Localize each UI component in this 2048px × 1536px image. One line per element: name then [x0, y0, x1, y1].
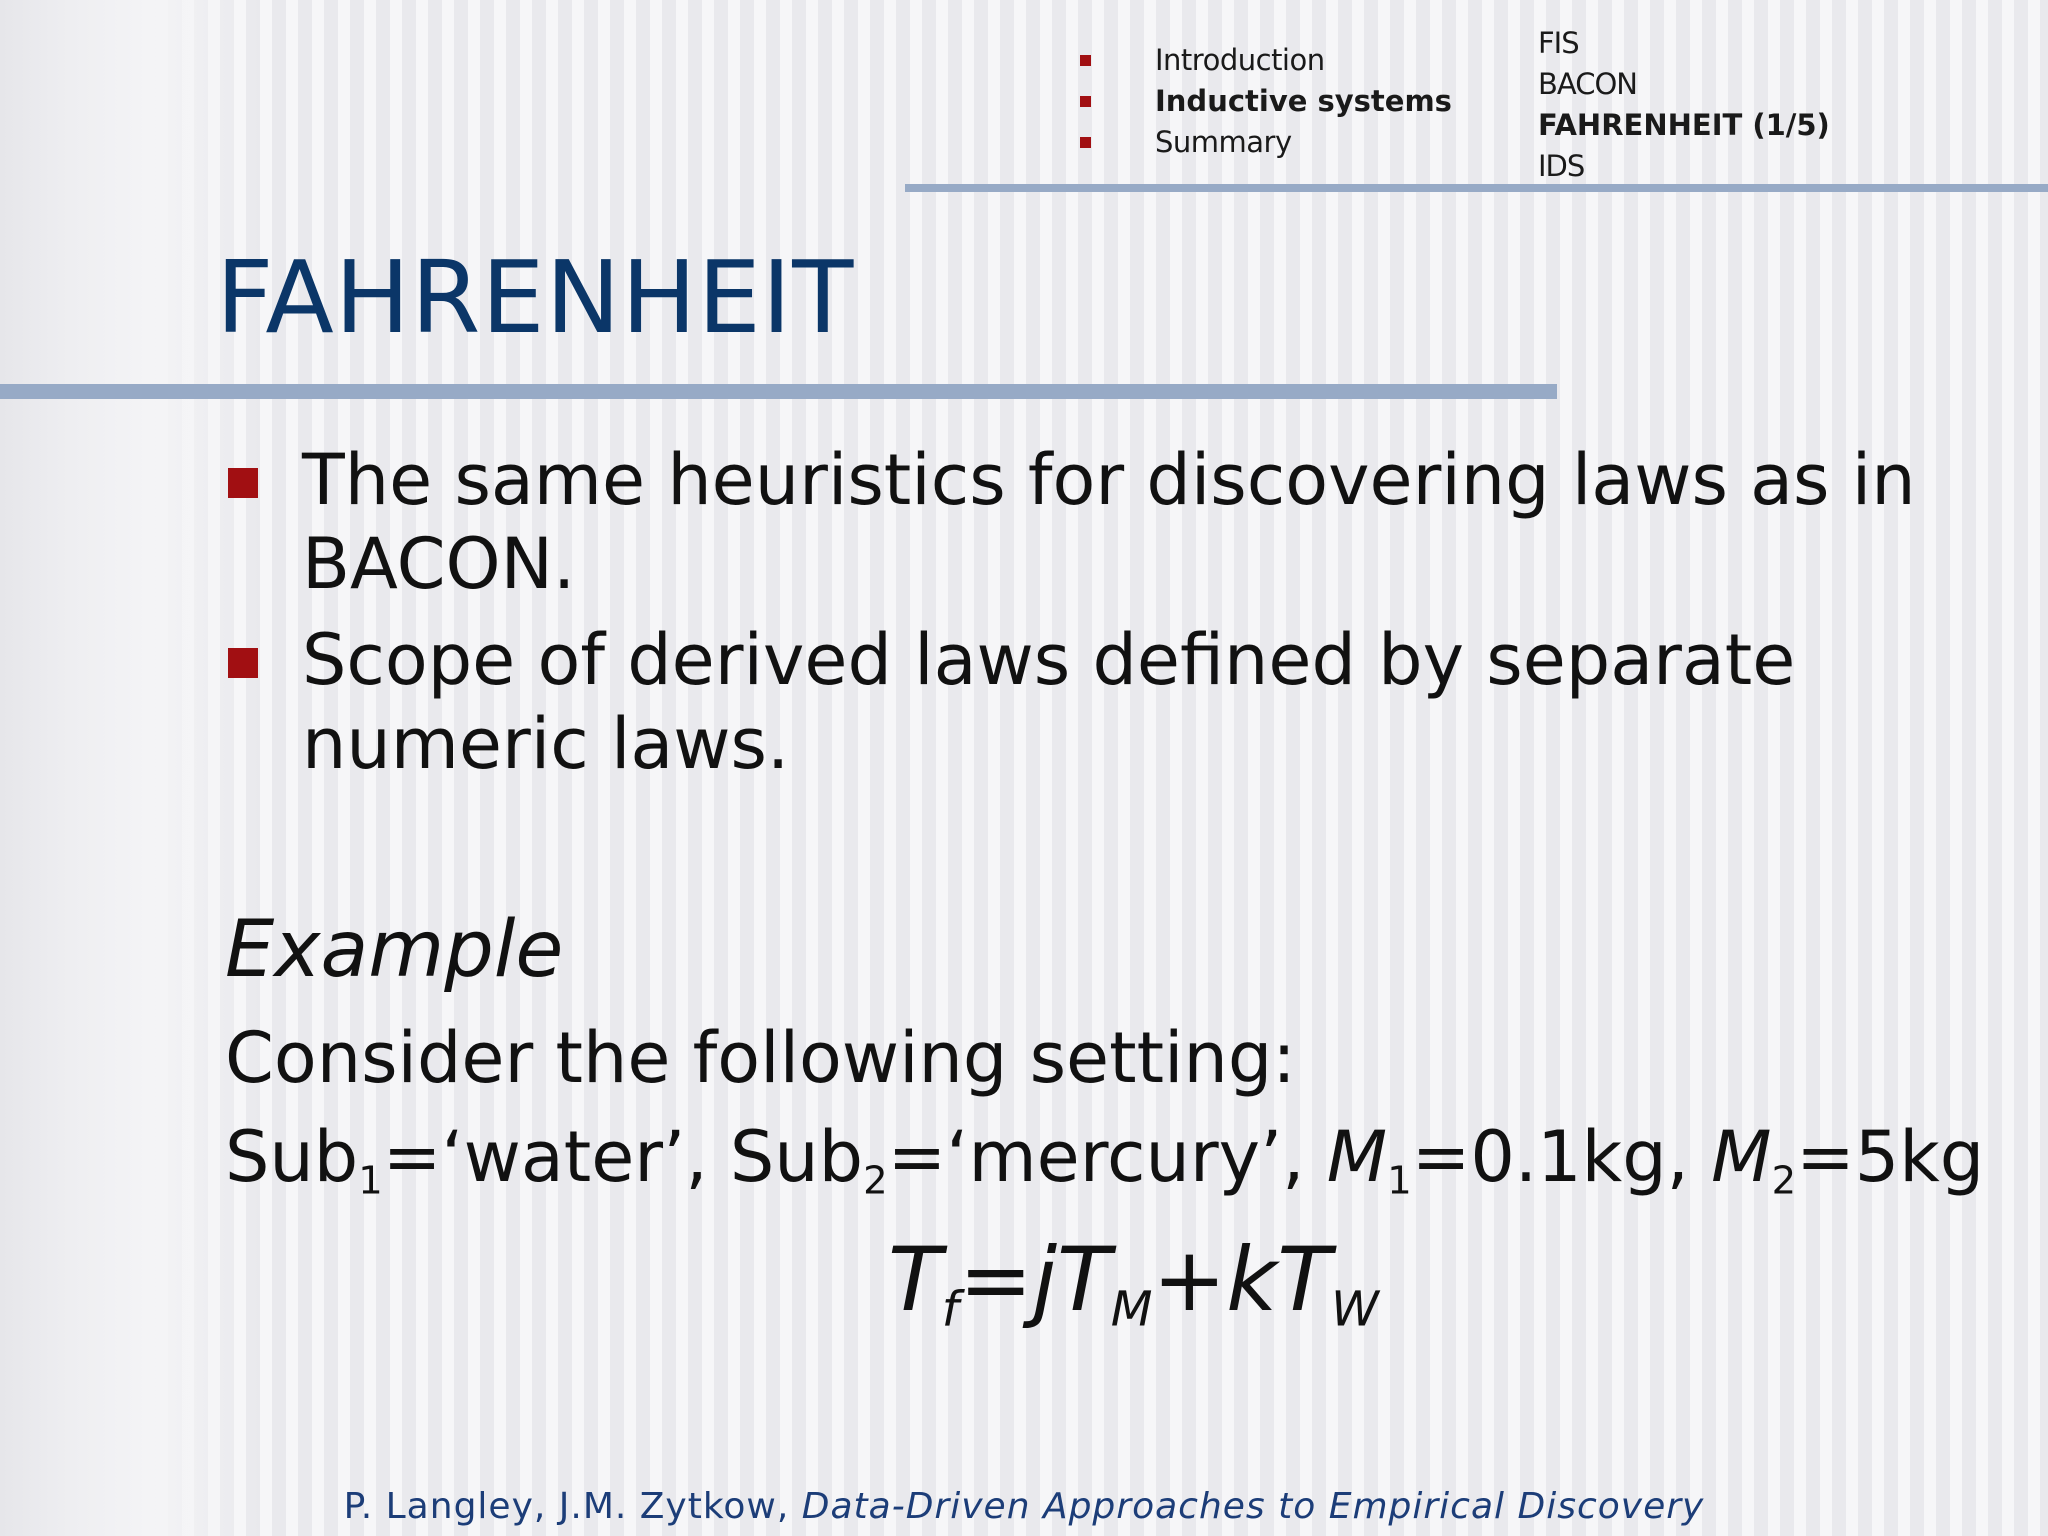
nav-section-label: Summary — [1155, 125, 1292, 159]
nav-section-introduction[interactable] — [1075, 40, 1452, 81]
setting-variable: M — [1711, 1116, 1772, 1198]
formula — [888, 1225, 1379, 1338]
title-divider — [0, 384, 1557, 399]
bullet-square-icon — [228, 468, 258, 498]
formula-term: T — [888, 1228, 942, 1331]
nav-section-label: Introduction — [1155, 43, 1325, 77]
bullet-item — [228, 438, 2008, 606]
formula-term: +kT — [1152, 1228, 1331, 1331]
footer-work-title: Data-Driven Approaches to Empirical Discovery — [801, 1486, 1705, 1527]
nav-subsection-fahrenheit[interactable]: FAHRENHEIT (1/5) — [1538, 108, 1830, 142]
example-heading: Example — [225, 905, 564, 995]
example-intro: Consider the following setting: — [225, 1017, 1296, 1099]
subsection-navigation — [1538, 23, 1830, 187]
nav-section-inductive-systems[interactable] — [1075, 81, 1452, 122]
setting-subscript: 1 — [358, 1158, 383, 1204]
nav-subsection-ids[interactable]: IDS — [1538, 149, 1585, 183]
formula-subscript: M — [1110, 1281, 1153, 1338]
slide-title: FAHRENHEIT — [216, 239, 855, 356]
footer-citation — [0, 1482, 2048, 1532]
bullet-text: Scope of derived laws defined by separate numeric laws. — [302, 619, 1796, 785]
formula-subscript: f — [941, 1281, 959, 1338]
footer-authors: P. Langley, J.M. Zytkow, — [343, 1486, 802, 1527]
bullet-square-icon — [1080, 137, 1091, 148]
bullet-square-icon — [1080, 96, 1091, 107]
setting-value: =5kg — [1796, 1116, 1985, 1198]
formula-term: =jT — [958, 1228, 1111, 1331]
bullet-square-icon — [1080, 55, 1091, 66]
setting-variable: Sub — [225, 1116, 359, 1198]
nav-section-label: Inductive systems — [1155, 84, 1452, 118]
setting-value: =‘water’, — [382, 1116, 730, 1198]
bullet-square-icon — [228, 648, 258, 678]
setting-value: =0.1kg, — [1411, 1116, 1712, 1198]
setting-variable: M — [1326, 1116, 1388, 1198]
bullet-item — [228, 618, 2008, 786]
bullet-list — [228, 438, 2008, 798]
setting-value: =‘mercury’, — [887, 1116, 1327, 1198]
header-divider — [905, 184, 2048, 192]
bullet-text: The same heuristics for discovering laws as in BACON. — [302, 439, 1916, 605]
example-setting — [225, 1107, 1984, 1207]
section-navigation — [1075, 40, 1452, 163]
nav-section-summary[interactable] — [1075, 122, 1452, 163]
nav-subsection-fis[interactable]: FIS — [1538, 26, 1579, 60]
setting-subscript: 1 — [1387, 1158, 1412, 1204]
nav-subsection-bacon[interactable]: BACON — [1538, 67, 1637, 101]
setting-subscript: 2 — [1771, 1158, 1797, 1204]
setting-variable: Sub — [729, 1116, 864, 1198]
setting-subscript: 2 — [863, 1158, 888, 1204]
formula-subscript: W — [1330, 1281, 1379, 1338]
